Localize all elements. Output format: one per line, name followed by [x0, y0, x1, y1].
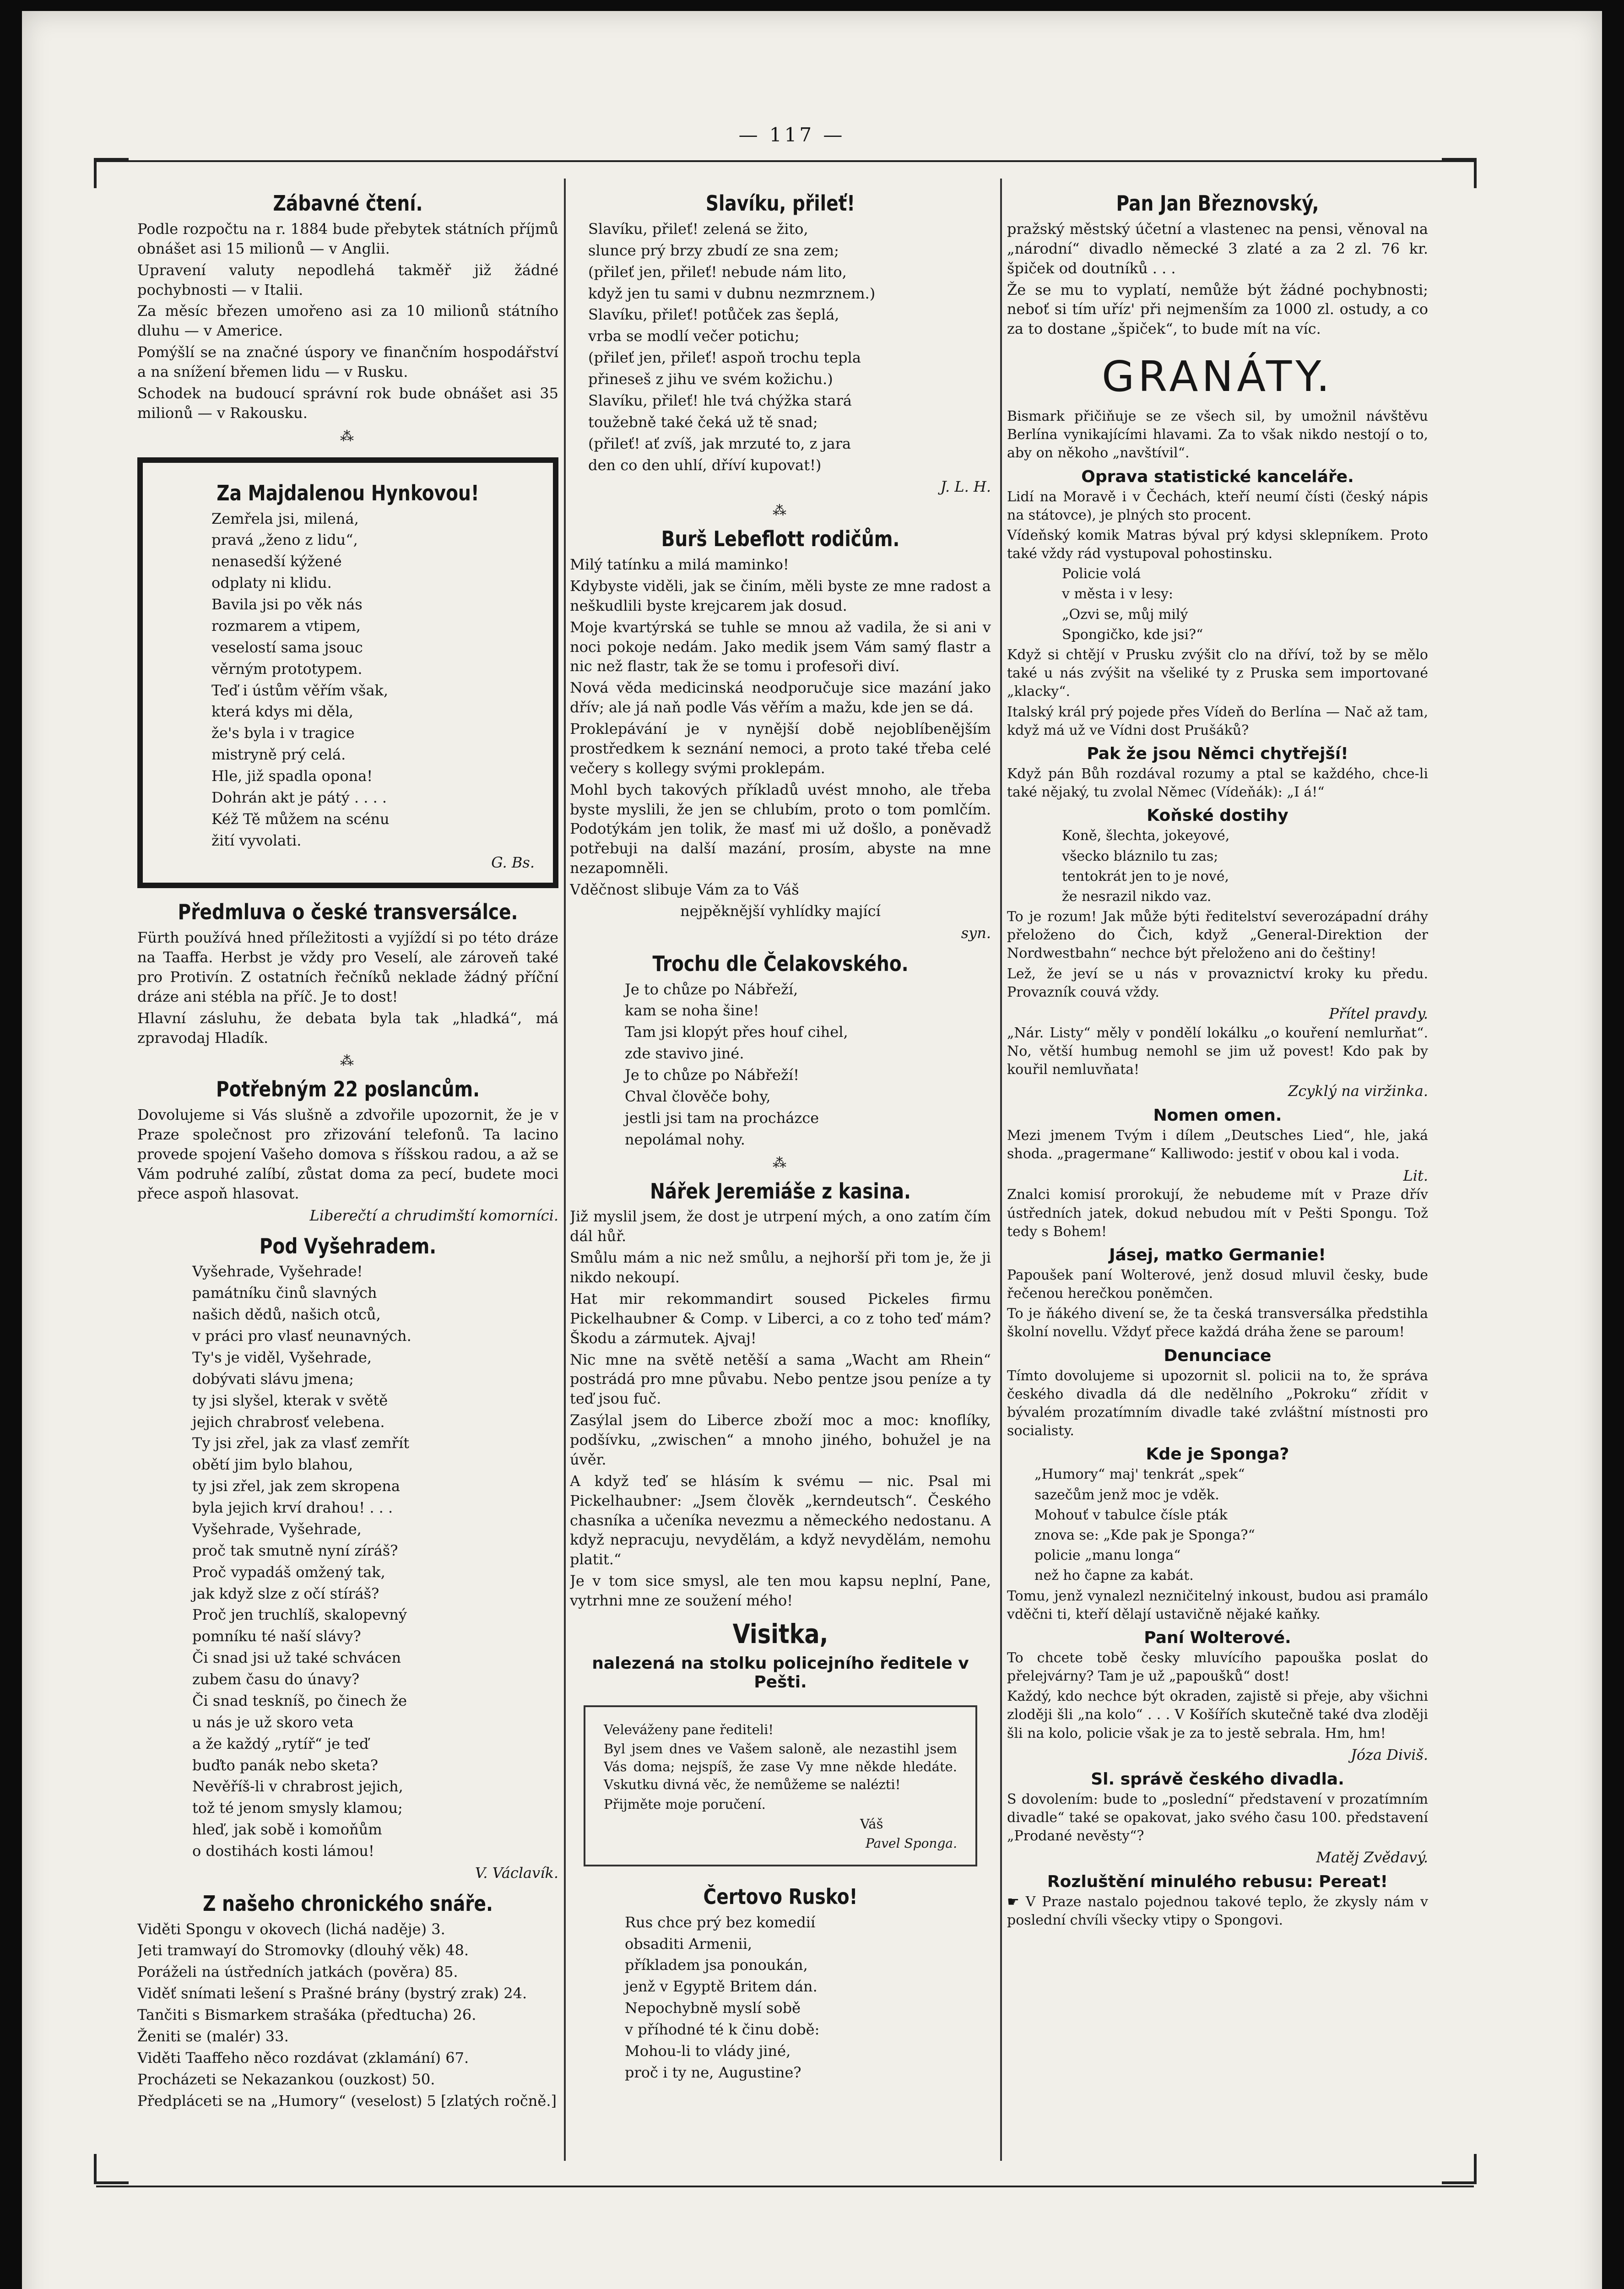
item-heading: Pak že jsou Němci chytřejší! — [1087, 744, 1348, 763]
verse-line: odplaty ni klidu. — [211, 574, 332, 592]
verse-line: Zemřela jsi, milená, — [211, 510, 359, 527]
final-note: V Praze nastalo pojednou takové teplo, že zkysly nám v poslední chvíli všecky vtipy o Spongovi. — [1007, 1893, 1428, 1929]
article-paragraph: Nová věda medicinská neodporučuje sice mazání jako dřív; ale já naň podle Vás věřím a mažu, kde jen se dá. — [570, 679, 991, 716]
verse-line: Mohouť v tabulce čísle pták — [1034, 1507, 1228, 1523]
verse-line: Proč jen truchlíš, skalopevný — [192, 1606, 407, 1624]
rebus-solution: Rozluštění minulého rebusu: Pereat! — [1047, 1872, 1388, 1891]
article-title: Nářek Jeremiáše z kasina. — [650, 1178, 911, 1204]
item-heading: Nomen omen. — [1153, 1106, 1282, 1125]
article-paragraph: Upravení valuty nepodlehá takměř již žádné pochybnosti — v Italii. — [137, 261, 558, 298]
verse-line: pomníku té naší slávy? — [192, 1627, 361, 1645]
dream-book-entry: Viděť snímati lešení s Prašné brány (bystrý zrak) 24. — [137, 1985, 527, 2002]
column-left — [137, 183, 558, 2179]
article-paragraph: Papoušek paní Wolterové, jenž dosud mluvil česky, bude řečenou herečkou poněmčen. — [1007, 1267, 1428, 1302]
article-paragraph: Mohl bych takových příkladů uvést mnoho, ale třeba byste myslili, že jen se chlubím, proto o tom pomlčím. Podotýkám jen tolik, že masť mi už došlo, a poněvadž potřebuji na další mazání, prosím, abyste na mne nezapomněli. — [570, 781, 991, 877]
author-signature: J. L. H. — [940, 478, 991, 496]
frame-corner-ornament — [94, 2154, 129, 2184]
dream-book-entry: Viděti Taaffeho něco rozdávat (zklamání) 67. — [137, 2049, 469, 2067]
article-paragraph: Každý, kdo nechce být okraden, zajistě si přeje, aby všichni zloději šli „na kolo“ . . . V Košířích skutečně také dva zloději šli na kolo, policie však je za to jestě sebrala. Hm, hm! — [1007, 1688, 1428, 1741]
verse-line: policie „manu longa“ — [1034, 1547, 1181, 1564]
verse-line: kam se noha šine! — [625, 1002, 759, 1020]
verse-line: pravá „ženo z lidu“, — [211, 531, 358, 549]
verse-line: slunce prý brzy zbudí ze sna zem; — [588, 241, 839, 259]
frame-corner-ornament — [94, 158, 129, 188]
article-title: Zábavné čtení. — [273, 191, 423, 216]
verse-line: Bavila jsi po věk nás — [211, 596, 363, 613]
author-signature: G. Bs. — [491, 853, 535, 871]
verse-line: v města i v lesy: — [1062, 586, 1173, 602]
verse-line: Ty jsi zřel, jak za vlasť zemřít — [192, 1434, 410, 1452]
article-paragraph: Když pán Bůh rozdával rozumy a ptal se každého, chce-li také nějaký, tu zvolal Němec (Vídeňák): „I á!“ — [1007, 765, 1428, 801]
verse-line: Mohou-li to vlády jiné, — [625, 2042, 791, 2060]
article-paragraph: Smůlu mám a nic než smůlu, a nejhorší při tom je, že ji nikdo nekoupí. — [570, 1249, 991, 1286]
verse-line: Slavíku, přileť! zelená se žito, — [588, 220, 808, 238]
verse-line: že nesrazil nikdo vaz. — [1062, 888, 1212, 905]
card-body: Byl jsem dnes ve Vašem saloně, ale nezastihl jsem Vás doma; nejspíš, že zase Vy mne někde hledáte. Vskutku divná věc, že nemůžeme se nalézti! — [604, 1741, 957, 1793]
dream-book-entry: Ženiti se (malér) 33. — [137, 2027, 289, 2045]
verse-line: u nás je už skoro veta — [192, 1713, 354, 1731]
item-heading: Koňské dostihy — [1147, 806, 1288, 825]
ornament-divider: ⁂ — [340, 428, 356, 445]
article-paragraph: Pomýšlí se na značné úspory ve finančním hospodářství a na snížení břemen lidu — v Rusku. — [137, 343, 558, 381]
article-paragraph: Již myslil jsem, že dost je utrpení mých, a ono zatím čím dál hůř. — [570, 1208, 991, 1245]
author-signature: Přítel pravdy. — [1329, 1005, 1428, 1022]
author-signature: Liberečtí a chrudimští komorníci. — [309, 1206, 558, 1224]
article-paragraph: Hat mir rekommandirt soused Pickeles firmu Pickelhaubner & Comp. v Liberci, a co z toho teď mám? Škodu a zármutek. Ajvaj! — [570, 1290, 991, 1347]
verse-line: den co den uhlí, dříví kupovat!) — [588, 456, 822, 474]
verse-line: ty jsi slyšel, kterak v světě — [192, 1391, 388, 1409]
article-paragraph: Tomu, jenž vynalezl nezničitelný inkoust, budou asi pramálo vděčni ti, kteří dělají ustavičně nějaké kaňky. — [1007, 1588, 1428, 1622]
article-paragraph: S dovolením: bude to „poslední“ představení v prozatímním divadle“ také se opakovat, jako svého času 100. představení „Prodané nevěsty“? — [1007, 1791, 1428, 1844]
article-paragraph: Mezi jmenem Tvým i dílem „Deutsches Lied“, hle, jaká shoda. „pragermane“ Kalliwodo: jestiť v obou kal i voda. — [1007, 1128, 1428, 1162]
verse-line: v příhodné té k činu době: — [625, 2021, 820, 2039]
article-paragraph: Lež, že jeví se u nás v provaznictví kroky ku předu. Provazník couvá vždy. — [1007, 966, 1428, 1000]
verse-line: vrba se modlí večer potichu; — [588, 327, 800, 345]
verse-line: tož té jenom smysly klamou; — [192, 1799, 403, 1817]
dream-book-entry: Viděti Spongu v okovech (lichá naděje) 3. — [137, 1920, 445, 1938]
verse-line: našich dědů, našich otců, — [192, 1306, 381, 1323]
letter-closing: nejpěknější vyhlídky mající — [680, 902, 881, 920]
verse-line: Hle, již spadla opona! — [211, 767, 373, 785]
dream-book-entry: Procházeti se Nekazankou (ouzkost) 50. — [137, 2070, 435, 2088]
verse-line: příkladem jsa ponoukán, — [625, 1956, 808, 1974]
verse-line: Spongičko, kde jsi?“ — [1062, 626, 1203, 643]
verse-line: Proč vypadáš omžený tak, — [192, 1563, 385, 1581]
verse-line: dobývati slávu jmena; — [192, 1370, 354, 1388]
verse-line: věrným prototypem. — [211, 660, 363, 678]
ornament-divider: ⁂ — [773, 1155, 788, 1171]
article-title: Visitka, — [732, 1618, 828, 1649]
page-number: — 117 — — [738, 124, 845, 146]
verse-line: byla jejich krví drahou! . . . — [192, 1499, 393, 1517]
verse-line: Či snad jsi už také schvácen — [192, 1649, 401, 1667]
article-paragraph: Nic mne na světě netěší a sama „Wacht am Rhein“ postrádá pro mne půvabu. Nebo pentze jsou peníze a ty teď jsou fuč. — [570, 1351, 991, 1408]
verse-line: nenasedší kýžené — [211, 553, 342, 570]
column-divider — [564, 179, 566, 2161]
article-paragraph: Zasýlal jsem do Liberce zboží moc a moc: knoflíky, podšívku, „zwischen“ a mnoho jiného, bohužel je na úvěr. — [570, 1411, 991, 1468]
verse-line: Či snad teskníš, po činech že — [192, 1692, 407, 1709]
card-closing: Přijměte moje poručení. — [604, 1796, 766, 1812]
article-paragraph: Moje kvartýrská se tuhle se mnou až vadila, že si ani v noci pokoje nedám. Jako medik jsem Vám samý flastr a nic než flastr, tak že se tomu i profesoři diví. — [570, 618, 991, 675]
verse-line: (přileť jen, přileť! nebude nám lito, — [588, 263, 847, 281]
article-title: Burš Lebeflott rodičům. — [661, 526, 900, 552]
verse-line: proč i ty ne, Augustine? — [625, 2063, 801, 2081]
item-heading: Oprava statistické kanceláře. — [1081, 467, 1354, 486]
card-vas: Váš — [860, 1816, 883, 1832]
article-title: Za Majdalenou Hynkovou! — [217, 480, 479, 505]
article-paragraph: Vděčnost slibuje Vám za to Váš — [570, 881, 799, 899]
article-title: Slavíku, přileť! — [705, 191, 855, 216]
verse-line: Tam jsi klopýt přes houf cihel, — [625, 1023, 848, 1041]
article-paragraph: Znalci komisí prorokují, že nebudeme mít v Praze dřív ústředních jatek, dokud nebudou mít v Pešti Spongu. Tož tedy s Bohem! — [1007, 1187, 1428, 1240]
dream-book-entry: Poráželi na ústředních jatkách (pověra) 85. — [137, 1963, 458, 1981]
verse-line: zde stavivo jiné. — [625, 1045, 744, 1063]
article-paragraph: To je rozum! Jak může býti ředitelství severozápadní dráhy přeloženo do Čich, když „General-Direktion der Nordwestbahn“ nechce být přeloženo ani do češtiny! — [1007, 909, 1428, 962]
article-paragraph: pražský městský účetní a vlastenec na pensi, věnoval na „národní“ divadlo německé 3 zlaté a za 2 zl. 76 kr. špiček od doutníků . . . — [1007, 220, 1428, 277]
article-paragraph: Proklepávání je v nynější době nejoblíbenějším prostředkem k seznání nemoci, a proto také třeba celé večery s kollegy svými proklepám. — [570, 720, 991, 777]
article-title: Předmluva o české transversálce. — [178, 900, 518, 925]
article-paragraph: Hlavní zásluhu, že debata byla tak „hladká“, má zpravodaj Hladík. — [137, 1009, 558, 1047]
verse-line: Koně, šlechta, jokeyové, — [1062, 828, 1230, 844]
verse-line: obsaditi Armenii, — [625, 1935, 752, 1953]
frame-corner-ornament — [1442, 158, 1477, 188]
ornament-divider: ⁂ — [340, 1053, 356, 1069]
article-paragraph: Milý tatínku a milá maminko! — [570, 556, 789, 574]
verse-line: jestli jsi tam na procházce — [625, 1109, 819, 1127]
item-heading: Denunciace — [1164, 1346, 1272, 1365]
article-paragraph: Dovolujeme si Vás slušně a zdvořile upozornit, že je v Praze společnost pro zřizování telefonů. Ta lacino provede spojení Vašeho domova s říšskou radou, a až se Vám podruhé zalíbí, zůstat doma za pecí, budete moci přece aspoň hlasovat. — [137, 1106, 558, 1202]
frame-corner-ornament — [1442, 2154, 1477, 2184]
verse-line: Rus chce prý bez komedií — [625, 1913, 816, 1931]
article-paragraph: Schodek na budoucí správní rok bude obnášet asi 35 milionů — v Rakousku. — [137, 384, 558, 422]
article-title: Trochu dle Čelakovského. — [652, 951, 909, 976]
author-signature: Zcyklý na viržinka. — [1288, 1082, 1428, 1100]
verse-line: Je to chůze po Nábřeží, — [625, 980, 798, 998]
article-paragraph: Kdybyste viděli, jak se činím, měli byste ze mne radost a neškudlili byste krejcarem jak dosud. — [570, 577, 991, 614]
verse-line: rozmarem a vtipem, — [211, 617, 361, 635]
verse-line: Ty's je viděl, Vyšehrade, — [192, 1348, 372, 1366]
verse-line: Vyšehrade, Vyšehrade! — [192, 1263, 363, 1280]
column-middle — [570, 183, 991, 2179]
verse-line: žití vyvolati. — [211, 831, 302, 849]
article-title: Pan Jan Březnovský, — [1116, 191, 1319, 216]
article-paragraph: „Nár. Listy“ měly v pondělí lokálku „o kouření nemlurňat“. No, větší humbug nemohl se jim už povest! Kdo pak by kouřil nemluvňata! — [1007, 1025, 1428, 1078]
visiting-card — [584, 1705, 977, 1866]
author-signature: Józa Diviš. — [1351, 1746, 1428, 1763]
verse-line: jak když slze z očí stíráš? — [192, 1584, 379, 1602]
item-heading: Kde je Sponga? — [1146, 1445, 1289, 1464]
article-title: Z našeho chronického snáře. — [203, 1891, 493, 1916]
verse-line: obětí jim bylo blahou, — [192, 1456, 353, 1474]
verse-line: proč tak smutně nyní zíráš? — [192, 1541, 398, 1559]
item-heading: Paní Wolterové. — [1144, 1628, 1291, 1647]
pointing-hand-icon: ☛ — [1007, 1893, 1026, 1910]
section-title: GRANÁTY. — [1101, 352, 1334, 401]
article-paragraph: A když teď se hlásím k svému — nic. Psal mi Pickelhaubner: „Jsem člověk „kerndeutsch“. Českého chasníka a učeníka nevezmu a německého nedostanu. A když nepracuju, nevydělám, a když nevydělám, nemohu platit.“ — [570, 1472, 991, 1568]
article-paragraph: Podle rozpočtu na r. 1884 bude přebytek státních příjmů obnášet asi 15 milionů — v Anglii. — [137, 220, 558, 257]
verse-line: Nevěříš-li v chrabrost jejich, — [192, 1778, 403, 1795]
verse-line: Kéž Tě můžem na scénu — [211, 810, 390, 828]
verse-line: buďto panák nebo sketa? — [192, 1756, 378, 1774]
verse-line: (přileť jen, přileť! aspoň trochu tepla — [588, 349, 861, 367]
verse-line: a že každý „rytíř“ je teď — [192, 1735, 369, 1752]
article-paragraph: Lidí na Moravě i v Čechách, kteří neumí čísti (český nápis na státovce), je plných sto procent. — [1007, 488, 1428, 523]
verse-line: ty jsi zřel, jak zem skropena — [192, 1477, 400, 1495]
verse-line: Slavíku, přileť! potůček zas šeplá, — [588, 306, 839, 324]
verse-line: „Ozvi se, můj milý — [1062, 606, 1188, 623]
verse-line: „Humory“ maj' tenkrát „spek“ — [1034, 1466, 1245, 1483]
verse-line: přineseš z jihu ve svém kožichu.) — [588, 370, 833, 388]
verse-line: Dohrán akt je pátý . . . . — [211, 788, 387, 806]
verse-line: když jen tu sami v dubnu nezmrznem.) — [588, 284, 876, 302]
article-title: Pod Vyšehradem. — [259, 1233, 437, 1258]
verse-line: zubem času do únavy? — [192, 1671, 360, 1688]
article-subtitle: nalezená na stolku policejního ředitele v Pešti. — [592, 1654, 969, 1692]
verse-line: Nepochybně myslí sobě — [625, 1999, 801, 2017]
verse-line: Teď i ústům věřím však, — [211, 681, 389, 699]
verse-line: než ho čapne za kabát. — [1034, 1568, 1194, 1584]
article-paragraph: Fürth používá hned příležitosti a vyjíždí si po této dráze na Taaffa. Herbst je vždy pro Veselí, ale zároveň také pro Protivín. Z ostatních řečníků neklade žádný příční dráze ani stébla na příč. Je to dost! — [137, 929, 558, 1005]
verse-line: jejich chrabrosť velebena. — [192, 1413, 385, 1431]
verse-line: tentokrát jen to je nové, — [1062, 868, 1229, 884]
verse-line: znova se: „Kde pak je Sponga?“ — [1034, 1527, 1255, 1543]
article-paragraph: To chcete tobě česky mluvícího papouška poslat do přelejvárny? Tam je už „papoušků“ dost! — [1007, 1649, 1428, 1685]
verse-line: Vyšehrade, Vyšehrade, — [192, 1520, 362, 1538]
verse-line: památníku činů slavných — [192, 1284, 377, 1302]
verse-line: že's byla i v tragice — [211, 724, 355, 742]
article-title: Potřebným 22 poslancům. — [216, 1077, 480, 1102]
ornament-divider: ⁂ — [773, 503, 788, 519]
article-paragraph: Je v tom sice smysl, ale ten mou kapsu neplní, Pane, vytrhni mne ze soužení mého! — [570, 1572, 991, 1610]
verse-line: sazečům jenž moc je vděk. — [1034, 1486, 1219, 1503]
article-paragraph: To je ňákého divení se, že ta česká transversálka předstihla školní novellu. Vždyť přece každá dráha žene se paroum! — [1007, 1306, 1428, 1340]
verse-line: Chval člověče bohy, — [625, 1087, 771, 1105]
article-paragraph: Že se mu to vyplatí, nemůže být žádné pochybnosti; neboť si tím uříz' při nejmenším za 1000 zl. ostudy, a co za to dostane „špiček“, to bude mít na víc. — [1007, 281, 1428, 338]
card-greeting: Veleváženy pane řediteli! — [604, 1721, 774, 1737]
author-signature: syn. — [961, 924, 991, 942]
verse-line: jenž v Egyptě Britem dán. — [625, 1978, 817, 1996]
article-paragraph: Za měsíc březen umořeno asi za 10 milionů státního dluhu — v Americe. — [137, 302, 558, 340]
verse-line: nepolámal nohy. — [625, 1130, 745, 1148]
obituary-box — [137, 457, 558, 889]
verse-line: v práci pro vlasť neunavných. — [192, 1327, 411, 1345]
article-paragraph: Vídeňský komik Matras býval prý kdysi sklepníkem. Proto také vždy rád vystupoval pohostinsku. — [1007, 527, 1428, 562]
item-heading: Sl. správě českého divadla. — [1091, 1769, 1344, 1789]
article-paragraph — [1007, 1893, 1428, 1930]
article-paragraph: Italský král prý pojede přes Vídeň do Berlína — Nač až tam, když má už ve Vídni dost Prušáků? — [1007, 704, 1428, 738]
dream-book-entry: Jeti tramwayí do Stromovky (dlouhý věk) 48. — [137, 1942, 469, 1959]
verse-line: Je to chůze po Nábřeží! — [625, 1066, 800, 1084]
verse-line: Slavíku, přileť! hle tvá chýžka stará — [588, 391, 852, 409]
verse-line: mistryně prý celá. — [211, 746, 346, 764]
author-signature: Matěj Zvědavý. — [1316, 1849, 1428, 1866]
article-paragraph: Tímto dovolujeme si upozornit sl. policii na to, že správa českého divadla dá dle nedělního „Pokroku“ zřídit v bývalém prozatímním divadle také zvláštní místnosti pro socialisty. — [1007, 1367, 1428, 1439]
verse-line: Policie volá — [1062, 566, 1141, 582]
column-right — [1007, 183, 1428, 2179]
verse-line: (přileť! ať zvíš, jak mrzuté to, z jara — [588, 434, 851, 452]
article-title: Čertovo Rusko! — [703, 1884, 858, 1909]
verse-line: hleď, jak sobě i komoňům — [192, 1821, 382, 1839]
verse-line: toužebně také čeká už tě snad; — [588, 413, 818, 431]
verse-line: všecko bláznilo tu zas; — [1062, 848, 1218, 864]
card-signature: Pavel Sponga. — [865, 1835, 957, 1851]
dream-book-entry: Předpláceti se na „Humory“ (veselost) 5 [zlatých ročně.] — [137, 2092, 557, 2110]
verse-line: která kdys mi děla, — [211, 703, 353, 721]
verse-line: o dostihách kosti lámou! — [192, 1842, 374, 1860]
item-heading: Jásej, matko Germanie! — [1109, 1245, 1326, 1264]
verse-line: veselostí sama jsouc — [211, 638, 363, 656]
author-signature: V. Václavík. — [475, 1864, 558, 1882]
dream-book-entry: Tančiti s Bismarkem strašáka (předtucha) 26. — [137, 2006, 476, 2024]
article-paragraph: Když si chtějí v Prusku zvýšit clo na dříví, tož by se mělo také u nás zvýšit na všeliké ty z Pruska sem importované „klacky“. — [1007, 647, 1428, 700]
column-divider — [1000, 179, 1002, 2161]
author-signature: Lit. — [1403, 1166, 1428, 1184]
article-paragraph: Bismark přičiňuje se ze všech sil, by umožnil návštěvu Berlína vynikajícími hlavami. Za to však nikdo nestojí o to, aby on někoho „navštívil“. — [1007, 408, 1428, 461]
